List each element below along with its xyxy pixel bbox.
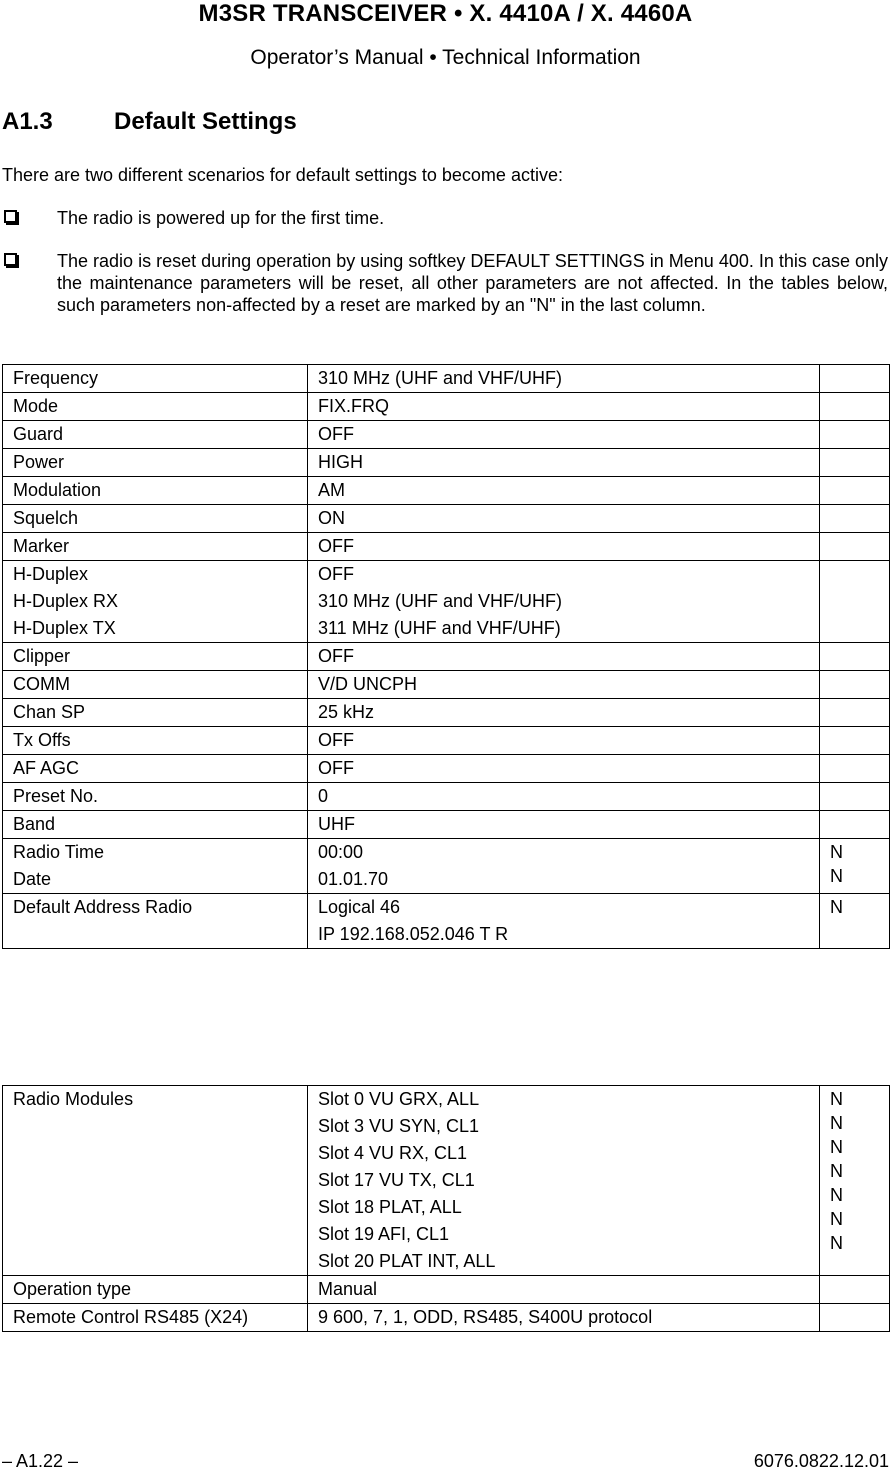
- reset-flag: N: [830, 1209, 843, 1229]
- param-cell: [3, 533, 308, 561]
- bullet-text: The radio is powered up for the first time.: [57, 208, 385, 228]
- table-row: [3, 699, 890, 727]
- reset-flag: N: [830, 1089, 843, 1109]
- param-value: 25 kHz: [318, 702, 375, 722]
- reset-flag-cell: [820, 755, 890, 783]
- table-row: [3, 365, 890, 393]
- param-value: 310 MHz (UHF and VHF/UHF): [318, 368, 563, 388]
- param-cell: [3, 421, 308, 449]
- param-cell: [3, 727, 308, 755]
- table-row: [3, 643, 890, 671]
- param-cell: [3, 1304, 308, 1332]
- table-row: [3, 1304, 890, 1332]
- param-value: 01.01.70: [318, 869, 389, 889]
- value-cell: [308, 1276, 820, 1304]
- param-value: Slot 17 VU TX, CL1: [318, 1170, 475, 1190]
- param-value: Slot 19 AFI, CL1: [318, 1224, 450, 1244]
- param-cell: [3, 839, 308, 894]
- value-cell: [308, 1086, 820, 1276]
- reset-flag: N: [830, 1161, 843, 1181]
- reset-flag-cell: [820, 671, 890, 699]
- value-cell: [308, 839, 820, 894]
- param-name: Squelch: [13, 508, 79, 528]
- param-name: Clipper: [13, 646, 71, 666]
- param-cell: [3, 393, 308, 421]
- reset-flag-cell: [820, 839, 890, 894]
- section-title: Default Settings: [114, 108, 297, 135]
- param-name: H-Duplex RX: [13, 591, 119, 611]
- param-name: Operation type: [13, 1279, 132, 1299]
- param-cell: [3, 1086, 308, 1276]
- table-row: [3, 533, 890, 561]
- value-cell: [308, 783, 820, 811]
- param-value: OFF: [318, 646, 354, 666]
- param-name: Preset No.: [13, 786, 99, 806]
- param-value: ON: [318, 508, 345, 528]
- param-cell: [3, 449, 308, 477]
- param-value: OFF: [318, 564, 354, 584]
- param-name: H-Duplex: [13, 564, 89, 584]
- table-row: [3, 1276, 890, 1304]
- reset-flag-cell: [820, 811, 890, 839]
- page-number: – A1.22 –: [2, 1451, 79, 1471]
- param-name: Date: [13, 869, 52, 889]
- value-cell: [308, 561, 820, 643]
- reset-flag-cell: [820, 393, 890, 421]
- param-name: Radio Time: [13, 842, 105, 862]
- reset-flag: N: [830, 842, 843, 862]
- reset-flag-cell: [820, 894, 890, 949]
- value-cell: [308, 755, 820, 783]
- table-row: [3, 393, 890, 421]
- reset-flag-cell: [820, 1276, 890, 1304]
- bullet-item: [2, 207, 888, 229]
- param-name: Frequency: [13, 368, 99, 388]
- param-cell: [3, 561, 308, 643]
- checkbox-bullet-icon: [4, 253, 17, 266]
- module-settings-table: [2, 1085, 890, 1332]
- reset-flag-cell: [820, 505, 890, 533]
- param-value: Manual: [318, 1279, 378, 1299]
- param-value: OFF: [318, 758, 354, 778]
- reset-flag-cell: [820, 783, 890, 811]
- param-cell: [3, 1276, 308, 1304]
- table-row: [3, 811, 890, 839]
- document-number: 6076.0822.12.01: [753, 1451, 889, 1471]
- reset-flag-cell: [820, 365, 890, 393]
- value-cell: [308, 449, 820, 477]
- reset-flag-cell: [820, 1304, 890, 1332]
- param-name: Default Address Radio: [13, 897, 193, 917]
- param-value: IP 192.168.052.046 T R: [318, 924, 509, 944]
- reset-flag-cell: [820, 1086, 890, 1276]
- reset-flag-cell: [820, 477, 890, 505]
- param-cell: [3, 643, 308, 671]
- value-cell: [308, 727, 820, 755]
- value-cell: [308, 365, 820, 393]
- section-number: A1.3: [2, 108, 53, 135]
- param-value: Slot 4 VU RX, CL1: [318, 1143, 468, 1163]
- param-name: Marker: [13, 536, 70, 556]
- param-value: Slot 20 PLAT INT, ALL: [318, 1251, 496, 1271]
- param-value: FIX.FRQ: [318, 396, 389, 416]
- param-name: Band: [13, 814, 56, 834]
- param-value: V/D UNCPH: [318, 674, 418, 694]
- value-cell: [308, 699, 820, 727]
- section-heading: [2, 106, 297, 138]
- table-row: [3, 477, 890, 505]
- reset-flag-cell: [820, 533, 890, 561]
- reset-flag-cell: [820, 699, 890, 727]
- bullet-item: [2, 250, 888, 316]
- default-settings-table: [2, 364, 890, 949]
- checkbox-bullet-icon: [4, 210, 17, 223]
- reset-flag: N: [830, 1233, 843, 1253]
- param-name: Radio Modules: [13, 1089, 134, 1109]
- value-cell: [308, 533, 820, 561]
- param-name: Tx Offs: [13, 730, 71, 750]
- param-value: Slot 0 VU GRX, ALL: [318, 1089, 480, 1109]
- value-cell: [308, 894, 820, 949]
- param-name: Power: [13, 452, 65, 472]
- param-cell: [3, 894, 308, 949]
- param-value: 311 MHz (UHF and VHF/UHF): [318, 618, 561, 638]
- param-value: HIGH: [318, 452, 363, 472]
- param-value: OFF: [318, 730, 354, 750]
- value-cell: [308, 505, 820, 533]
- value-cell: [308, 1304, 820, 1332]
- value-cell: [308, 477, 820, 505]
- table-row: [3, 783, 890, 811]
- bullet-text: The radio is reset during operation by using softkey DEFAULT SETTINGS in Menu 400. In this case only the maintenance parameters will be reset, all other parameters are not affected. In the tables below, such parameters non-affected by a reset are marked by an "N" in the last column.: [57, 251, 888, 315]
- value-cell: [308, 393, 820, 421]
- param-value: Logical 46: [318, 897, 401, 917]
- param-cell: [3, 755, 308, 783]
- param-value: AM: [318, 480, 345, 500]
- table-row: [3, 1086, 890, 1276]
- param-value: OFF: [318, 536, 354, 556]
- reset-flag-cell: [820, 421, 890, 449]
- param-value: OFF: [318, 424, 354, 444]
- reset-flag-cell: [820, 561, 890, 643]
- param-value: 0: [318, 786, 329, 806]
- param-cell: [3, 811, 308, 839]
- table-row: [3, 449, 890, 477]
- value-cell: [308, 671, 820, 699]
- param-value: 9 600, 7, 1, ODD, RS485, S400U protocol: [318, 1307, 653, 1327]
- param-name: Chan SP: [13, 702, 86, 722]
- table-row: [3, 421, 890, 449]
- param-name: Modulation: [13, 480, 102, 500]
- table-row: [3, 561, 890, 643]
- param-cell: [3, 671, 308, 699]
- value-cell: [308, 811, 820, 839]
- table-row: [3, 505, 890, 533]
- value-cell: [308, 643, 820, 671]
- table-row: [3, 894, 890, 949]
- reset-flag: N: [830, 1113, 843, 1133]
- value-cell: [308, 421, 820, 449]
- param-name: H-Duplex TX: [13, 618, 116, 638]
- param-name: COMM: [13, 674, 70, 694]
- reset-flag: N: [830, 1185, 843, 1205]
- reset-flag: N: [830, 866, 843, 886]
- param-name: Mode: [13, 396, 59, 416]
- document-subtitle: Operator’s Manual • Technical Information: [250, 46, 641, 69]
- reset-flag: N: [830, 897, 843, 917]
- table-row: [3, 671, 890, 699]
- param-cell: [3, 505, 308, 533]
- param-value: Slot 3 VU SYN, CL1: [318, 1116, 480, 1136]
- param-cell: [3, 477, 308, 505]
- table-row: [3, 727, 890, 755]
- param-value: Slot 18 PLAT, ALL: [318, 1197, 462, 1217]
- param-value: 00:00: [318, 842, 364, 862]
- table-row: [3, 839, 890, 894]
- reset-flag: N: [830, 1137, 843, 1157]
- table-row: [3, 755, 890, 783]
- param-name: Remote Control RS485 (X24): [13, 1307, 249, 1327]
- param-cell: [3, 699, 308, 727]
- reset-flag-cell: [820, 643, 890, 671]
- intro-paragraph: There are two different scenarios for default settings to become active:: [2, 165, 563, 185]
- param-name: AF AGC: [13, 758, 80, 778]
- param-cell: [3, 783, 308, 811]
- reset-flag-cell: [820, 727, 890, 755]
- reset-flag-cell: [820, 449, 890, 477]
- param-value: 310 MHz (UHF and VHF/UHF): [318, 591, 563, 611]
- param-name: Guard: [13, 424, 64, 444]
- document-title: M3SR TRANSCEIVER • X. 4410A / X. 4460A: [198, 0, 693, 27]
- param-value: UHF: [318, 814, 355, 834]
- param-cell: [3, 365, 308, 393]
